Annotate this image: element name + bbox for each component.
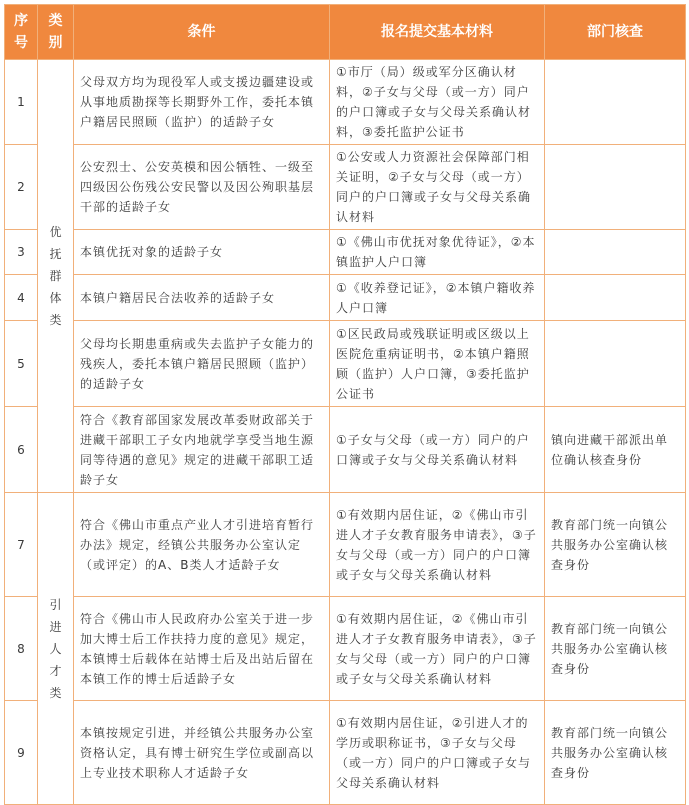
row-condition: 本镇按规定引进，并经镇公共服务办公室资格认定，具有博士研究生学位或副高以上专业技术职称人才适龄子女: [74, 701, 330, 805]
row-number: 4: [5, 275, 38, 321]
row-review: 教育部门统一向镇公共服务办公室确认核查身份: [545, 701, 686, 805]
row-number: 1: [5, 60, 38, 145]
row-condition: 本镇户籍居民合法收养的适龄子女: [74, 275, 330, 321]
row-condition: 符合《佛山市人民政府办公室关于进一步加大博士后工作扶持力度的意见》规定，本镇博士后载体在站博士后及出站后留在本镇工作的博士后适龄子女: [74, 597, 330, 701]
row-materials: ①区民政局或残联证明或区级以上医院危重病证明书，②本镇户籍照顾（监护）人户口簿，③委托监护公证书: [330, 321, 545, 407]
row-materials: ①有效期内居住证，②《佛山市引进人才子女教育服务申请表》，③子女与父母（或一方）同户的户口簿或子女与父母关系确认材料: [330, 597, 545, 701]
row-materials: ①有效期内居住证，②《佛山市引进人才子女教育服务申请表》，③子女与父母（或一方）同户的户口簿或子女与父母关系确认材料: [330, 493, 545, 597]
row-materials: ①有效期内居住证，②引进人才的学历或职称证书，③子女与父母（或一方）同户的户口簿或子女与父母关系确认材料: [330, 701, 545, 805]
row-number: 3: [5, 230, 38, 275]
row-materials: ①市厅（局）级或军分区确认材料，②子女与父母（或一方）同户的户口簿或子女与父母关系确认材料，③委托监护公证书: [330, 60, 545, 145]
row-number: 2: [5, 145, 38, 230]
table-row: [5, 275, 686, 321]
table-row: [5, 407, 686, 493]
category-yinjin: 引进人才类: [38, 493, 74, 805]
row-review: [545, 145, 686, 230]
row-condition: 符合《佛山市重点产业人才引进培育暂行办法》规定，经镇公共服务办公室认定（或评定）的A、B类人才适龄子女: [74, 493, 330, 597]
table-row: [5, 145, 686, 230]
row-materials: ①公安或人力资源社会保障部门相关证明，②子女与父母（或一方）同户的户口簿或子女与父母关系确认材料: [330, 145, 545, 230]
header-review: 部门核查: [545, 5, 686, 60]
row-condition: 符合《教育部国家发展改革委财政部关于进藏干部职工子女内地就学享受当地生源同等待遇的意见》规定的进藏干部职工适龄子女: [74, 407, 330, 493]
row-review: 教育部门统一向镇公共服务办公室确认核查身份: [545, 597, 686, 701]
row-number: 8: [5, 597, 38, 701]
row-materials: ①《收养登记证》，②本镇户籍收养人户口簿: [330, 275, 545, 321]
row-materials: ①子女与父母（或一方）同户的户口簿或子女与父母关系确认材料: [330, 407, 545, 493]
table-row: [5, 230, 686, 275]
row-number: 7: [5, 493, 38, 597]
header-seq: 序号: [5, 5, 38, 60]
eligibility-table: [4, 4, 686, 805]
row-condition: 公安烈士、公安英模和因公牺牲、一级至四级因公伤残公安民警以及因公殉职基层干部的适龄子女: [74, 145, 330, 230]
category-youfu: 优抚群体类: [38, 60, 74, 493]
row-review: [545, 275, 686, 321]
table-row: [5, 493, 686, 597]
row-review: [545, 321, 686, 407]
header-materials: 报名提交基本材料: [330, 5, 545, 60]
row-condition: 父母均长期患重病或失去监护子女能力的残疾人，委托本镇户籍居民照顾（监护）的适龄子女: [74, 321, 330, 407]
table-header-row: [5, 5, 686, 60]
row-condition: 本镇优抚对象的适龄子女: [74, 230, 330, 275]
row-materials: ①《佛山市优抚对象优待证》，②本镇监护人户口簿: [330, 230, 545, 275]
header-condition: 条件: [74, 5, 330, 60]
header-category: 类别: [38, 5, 74, 60]
row-condition: 父母双方均为现役军人或支援边疆建设或从事地质勘探等长期野外工作，委托本镇户籍居民照顾（监护）的适龄子女: [74, 60, 330, 145]
table-row: [5, 701, 686, 805]
row-review: [545, 230, 686, 275]
row-review: 镇向进藏干部派出单位确认核查身份: [545, 407, 686, 493]
row-number: 9: [5, 701, 38, 805]
row-review: [545, 60, 686, 145]
table-row: [5, 60, 686, 145]
table-row: [5, 597, 686, 701]
table-row: [5, 321, 686, 407]
row-number: 6: [5, 407, 38, 493]
row-review: 教育部门统一向镇公共服务办公室确认核查身份: [545, 493, 686, 597]
row-number: 5: [5, 321, 38, 407]
